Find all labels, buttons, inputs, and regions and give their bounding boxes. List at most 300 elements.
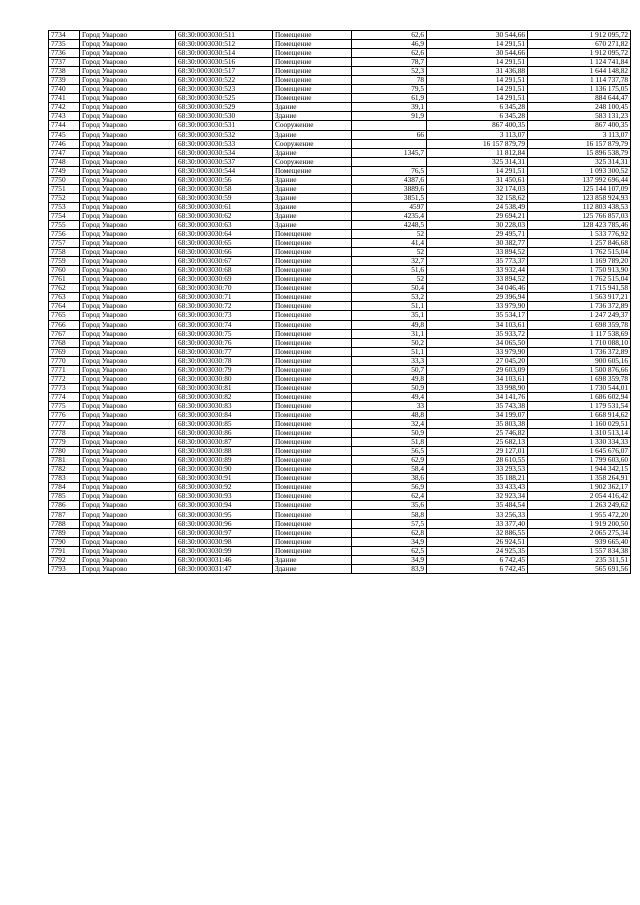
cadastral-number-cell: 68:30:0003030:85 — [176, 420, 273, 429]
row-number-cell: 7739 — [49, 76, 80, 85]
cadastral-value-cell: 3 113,07 — [528, 130, 631, 139]
unit-value-cell: 35 188,21 — [427, 474, 528, 483]
locality-cell: Город Уварово — [80, 501, 176, 510]
cadastral-value-cell: 1 736 372,89 — [528, 347, 631, 356]
unit-value-cell: 29 603,09 — [427, 365, 528, 374]
unit-value-cell: 29 127,01 — [427, 447, 528, 456]
cadastral-number-cell: 68:30:0003030:77 — [176, 347, 273, 356]
object-type-cell: Помещение — [273, 49, 352, 58]
object-type-cell: Помещение — [273, 284, 352, 293]
locality-cell: Город Уварово — [80, 410, 176, 419]
table-row — [49, 420, 631, 429]
locality-cell: Город Уварово — [80, 365, 176, 374]
unit-value-cell: 24 538,49 — [427, 202, 528, 211]
unit-value-cell: 16 157 879,79 — [427, 139, 528, 148]
unit-value-cell: 30 544,66 — [427, 49, 528, 58]
object-type-cell: Помещение — [273, 519, 352, 528]
object-type-cell: Здание — [273, 193, 352, 202]
unit-value-cell: 32 886,55 — [427, 528, 528, 537]
table-row — [49, 374, 631, 383]
locality-cell: Город Уварово — [80, 519, 176, 528]
cadastral-number-cell: 68:30:0003030:533 — [176, 139, 273, 148]
unit-value-cell: 32 923,34 — [427, 492, 528, 501]
object-type-cell: Здание — [273, 130, 352, 139]
area-cell: 51,1 — [352, 347, 427, 356]
cadastral-value-cell: 1 698 359,78 — [528, 320, 631, 329]
object-type-cell: Здание — [273, 148, 352, 157]
cadastral-number-cell: 68:30:0003030:81 — [176, 383, 273, 392]
cadastral-value-cell: 16 157 879,79 — [528, 139, 631, 148]
area-cell: 50,7 — [352, 365, 427, 374]
row-number-cell: 7793 — [49, 564, 80, 573]
cadastral-value-cell: 1 563 917,21 — [528, 293, 631, 302]
area-cell: 48,8 — [352, 410, 427, 419]
row-number-cell: 7744 — [49, 121, 80, 130]
cadastral-value-cell: 1 310 513,14 — [528, 429, 631, 438]
cadastral-number-cell: 68:30:0003030:532 — [176, 130, 273, 139]
locality-cell: Город Уварово — [80, 320, 176, 329]
object-type-cell: Сооружение — [273, 121, 352, 130]
cadastral-value-cell: 123 858 924,93 — [528, 193, 631, 202]
object-type-cell: Помещение — [273, 401, 352, 410]
cadastral-value-cell: 1 330 334,33 — [528, 438, 631, 447]
locality-cell: Город Уварово — [80, 58, 176, 67]
unit-value-cell: 325 314,31 — [427, 157, 528, 166]
row-number-cell: 7766 — [49, 320, 80, 329]
locality-cell: Город Уварово — [80, 311, 176, 320]
cadastral-number-cell: 68:30:0003030:64 — [176, 230, 273, 239]
locality-cell: Город Уварово — [80, 392, 176, 401]
table-row — [49, 94, 631, 103]
table-row — [49, 519, 631, 528]
locality-cell: Город Уварово — [80, 483, 176, 492]
area-cell: 33,3 — [352, 356, 427, 365]
table-row — [49, 410, 631, 419]
unit-value-cell: 6 742,45 — [427, 555, 528, 564]
locality-cell: Город Уварово — [80, 85, 176, 94]
row-number-cell: 7740 — [49, 85, 80, 94]
cadastral-number-cell: 68:30:0003030:522 — [176, 76, 273, 85]
object-type-cell: Помещение — [273, 239, 352, 248]
cadastral-value-cell: 1 912 095,72 — [528, 49, 631, 58]
row-number-cell: 7790 — [49, 537, 80, 546]
row-number-cell: 7754 — [49, 211, 80, 220]
cadastral-number-cell: 68:30:0003030:73 — [176, 311, 273, 320]
object-type-cell: Помещение — [273, 257, 352, 266]
object-type-cell: Помещение — [273, 230, 352, 239]
cadastral-number-cell: 68:30:0003030:65 — [176, 239, 273, 248]
cadastral-value-cell: 1 715 941,58 — [528, 284, 631, 293]
locality-cell: Город Уварово — [80, 40, 176, 49]
area-cell: 3889,6 — [352, 184, 427, 193]
object-type-cell: Помещение — [273, 510, 352, 519]
object-type-cell: Помещение — [273, 275, 352, 284]
unit-value-cell: 33 293,53 — [427, 465, 528, 474]
cadastral-number-cell: 68:30:0003030:98 — [176, 537, 273, 546]
row-number-cell: 7750 — [49, 175, 80, 184]
area-cell — [352, 139, 427, 148]
unit-value-cell: 33 256,33 — [427, 510, 528, 519]
locality-cell: Город Уварово — [80, 248, 176, 257]
area-cell: 62,6 — [352, 31, 427, 40]
unit-value-cell: 35 534,17 — [427, 311, 528, 320]
object-type-cell: Помещение — [273, 492, 352, 501]
object-type-cell: Помещение — [273, 338, 352, 347]
area-cell: 34,9 — [352, 537, 427, 546]
area-cell: 66 — [352, 130, 427, 139]
cadastral-value-cell: 1 645 676,07 — [528, 447, 631, 456]
unit-value-cell: 6 345,28 — [427, 112, 528, 121]
locality-cell: Город Уварово — [80, 76, 176, 85]
object-type-cell: Помещение — [273, 374, 352, 383]
cadastral-number-cell: 68:30:0003030:67 — [176, 257, 273, 266]
unit-value-cell: 28 610,55 — [427, 456, 528, 465]
unit-value-cell: 35 743,38 — [427, 401, 528, 410]
table-row — [49, 510, 631, 519]
row-number-cell: 7789 — [49, 528, 80, 537]
cadastral-value-cell: 1 093 300,52 — [528, 166, 631, 175]
area-cell: 58,4 — [352, 465, 427, 474]
object-type-cell: Помещение — [273, 465, 352, 474]
cadastral-value-cell: 1 955 472,20 — [528, 510, 631, 519]
object-type-cell: Помещение — [273, 311, 352, 320]
object-type-cell: Сооружение — [273, 157, 352, 166]
cadastral-value-cell: 1 533 776,92 — [528, 230, 631, 239]
locality-cell: Город Уварово — [80, 193, 176, 202]
cadastral-number-cell: 68:30:0003030:530 — [176, 112, 273, 121]
cadastral-value-cell: 1 169 789,20 — [528, 257, 631, 266]
unit-value-cell: 35 803,38 — [427, 420, 528, 429]
unit-value-cell: 14 291,51 — [427, 76, 528, 85]
locality-cell: Город Уварово — [80, 329, 176, 338]
cadastral-value-cell: 1 799 603,60 — [528, 456, 631, 465]
area-cell: 49,4 — [352, 392, 427, 401]
row-number-cell: 7737 — [49, 58, 80, 67]
cadastral-value-cell: 248 100,45 — [528, 103, 631, 112]
unit-value-cell: 35 484,54 — [427, 501, 528, 510]
area-cell: 62,4 — [352, 492, 427, 501]
cadastral-number-cell: 68:30:0003030:79 — [176, 365, 273, 374]
area-cell: 4235,4 — [352, 211, 427, 220]
row-number-cell: 7742 — [49, 103, 80, 112]
table-row — [49, 429, 631, 438]
row-number-cell: 7755 — [49, 220, 80, 229]
object-type-cell: Помещение — [273, 40, 352, 49]
cadastral-value-cell: 583 131,23 — [528, 112, 631, 121]
area-cell: 62,6 — [352, 49, 427, 58]
object-type-cell: Помещение — [273, 537, 352, 546]
cadastral-value-cell: 1 730 544,01 — [528, 383, 631, 392]
locality-cell: Город Уварово — [80, 302, 176, 311]
cadastral-number-cell: 68:30:0003030:59 — [176, 193, 273, 202]
cadastral-number-cell: 68:30:0003030:76 — [176, 338, 273, 347]
cadastral-value-cell: 1 762 515,04 — [528, 248, 631, 257]
locality-cell: Город Уварово — [80, 555, 176, 564]
table-row — [49, 112, 631, 121]
row-number-cell: 7763 — [49, 293, 80, 302]
cadastral-number-cell: 68:30:0003030:87 — [176, 438, 273, 447]
object-type-cell: Здание — [273, 103, 352, 112]
unit-value-cell: 33 433,43 — [427, 483, 528, 492]
table-row — [49, 230, 631, 239]
area-cell: 50,2 — [352, 338, 427, 347]
row-number-cell: 7772 — [49, 374, 80, 383]
area-cell: 4597 — [352, 202, 427, 211]
locality-cell: Город Уварово — [80, 257, 176, 266]
unit-value-cell: 34 065,50 — [427, 338, 528, 347]
cadastral-value-cell: 1 944 342,15 — [528, 465, 631, 474]
cadastral-number-cell: 68:30:0003030:61 — [176, 202, 273, 211]
unit-value-cell: 29 396,94 — [427, 293, 528, 302]
object-type-cell: Здание — [273, 175, 352, 184]
locality-cell: Город Уварово — [80, 139, 176, 148]
locality-cell: Город Уварово — [80, 121, 176, 130]
unit-value-cell: 14 291,51 — [427, 58, 528, 67]
locality-cell: Город Уварово — [80, 112, 176, 121]
cadastral-number-cell: 68:30:0003030:89 — [176, 456, 273, 465]
table-row — [49, 148, 631, 157]
object-type-cell: Помещение — [273, 94, 352, 103]
cadastral-number-cell: 68:30:0003030:69 — [176, 275, 273, 284]
table-row — [49, 392, 631, 401]
row-number-cell: 7779 — [49, 438, 80, 447]
row-number-cell: 7782 — [49, 465, 80, 474]
table-row — [49, 447, 631, 456]
cadastral-number-cell: 68:30:0003030:83 — [176, 401, 273, 410]
row-number-cell: 7767 — [49, 329, 80, 338]
locality-cell: Город Уварово — [80, 211, 176, 220]
area-cell: 49,8 — [352, 320, 427, 329]
cadastral-number-cell: 68:30:0003030:84 — [176, 410, 273, 419]
area-cell: 62,8 — [352, 528, 427, 537]
table-row — [49, 275, 631, 284]
cadastral-value-cell: 1 668 914,62 — [528, 410, 631, 419]
object-type-cell: Помещение — [273, 85, 352, 94]
table-row — [49, 365, 631, 374]
area-cell: 62,5 — [352, 546, 427, 555]
row-number-cell: 7745 — [49, 130, 80, 139]
cadastral-number-cell: 68:30:0003030:88 — [176, 447, 273, 456]
locality-cell: Город Уварово — [80, 266, 176, 275]
locality-cell: Город Уварово — [80, 465, 176, 474]
cadastral-value-cell: 1 762 515,04 — [528, 275, 631, 284]
row-number-cell: 7791 — [49, 546, 80, 555]
table-row — [49, 564, 631, 573]
locality-cell: Город Уварово — [80, 103, 176, 112]
row-number-cell: 7751 — [49, 184, 80, 193]
table-row — [49, 193, 631, 202]
area-cell: 39,1 — [352, 103, 427, 112]
unit-value-cell: 30 544,66 — [427, 31, 528, 40]
area-cell: 79,5 — [352, 85, 427, 94]
locality-cell: Город Уварово — [80, 220, 176, 229]
unit-value-cell: 31 436,88 — [427, 67, 528, 76]
cadastral-value-cell: 1 136 175,05 — [528, 85, 631, 94]
locality-cell: Город Уварово — [80, 401, 176, 410]
area-cell: 52 — [352, 230, 427, 239]
unit-value-cell: 34 103,61 — [427, 374, 528, 383]
locality-cell: Город Уварово — [80, 130, 176, 139]
object-type-cell: Помещение — [273, 546, 352, 555]
locality-cell: Город Уварово — [80, 284, 176, 293]
cadastral-number-cell: 68:30:0003030:68 — [176, 266, 273, 275]
table-body — [49, 31, 631, 574]
cadastral-value-cell: 2 054 416,42 — [528, 492, 631, 501]
object-type-cell: Помещение — [273, 474, 352, 483]
unit-value-cell: 32 158,62 — [427, 193, 528, 202]
unit-value-cell: 30 382,77 — [427, 239, 528, 248]
row-number-cell: 7780 — [49, 447, 80, 456]
object-type-cell: Здание — [273, 211, 352, 220]
cadastral-value-cell: 1 257 846,68 — [528, 239, 631, 248]
table-row — [49, 239, 631, 248]
object-type-cell: Помещение — [273, 320, 352, 329]
unit-value-cell: 33 998,90 — [427, 383, 528, 392]
cadastral-number-cell: 68:30:0003030:516 — [176, 58, 273, 67]
cadastral-number-cell: 68:30:0003031:46 — [176, 555, 273, 564]
area-cell: 52 — [352, 248, 427, 257]
area-cell: 35,1 — [352, 311, 427, 320]
unit-value-cell: 14 291,51 — [427, 166, 528, 175]
table-row — [49, 284, 631, 293]
table-row — [49, 130, 631, 139]
row-number-cell: 7775 — [49, 401, 80, 410]
table-row — [49, 501, 631, 510]
cadastral-value-cell: 112 803 438,53 — [528, 202, 631, 211]
object-type-cell: Помещение — [273, 293, 352, 302]
table-row — [49, 157, 631, 166]
area-cell: 83,9 — [352, 564, 427, 573]
unit-value-cell: 27 045,20 — [427, 356, 528, 365]
table-row — [49, 220, 631, 229]
object-type-cell: Помещение — [273, 501, 352, 510]
row-number-cell: 7760 — [49, 266, 80, 275]
unit-value-cell: 33 894,52 — [427, 275, 528, 284]
cadastral-value-cell: 1 919 200,50 — [528, 519, 631, 528]
area-cell: 41,4 — [352, 239, 427, 248]
table-row — [49, 555, 631, 564]
cadastral-value-cell: 128 423 785,46 — [528, 220, 631, 229]
table-row — [49, 184, 631, 193]
row-number-cell: 7762 — [49, 284, 80, 293]
cadastral-number-cell: 68:30:0003030:99 — [176, 546, 273, 555]
cadastral-value-cell: 1 500 876,66 — [528, 365, 631, 374]
locality-cell: Город Уварово — [80, 184, 176, 193]
unit-value-cell: 25 682,13 — [427, 438, 528, 447]
area-cell: 62,9 — [352, 456, 427, 465]
row-number-cell: 7783 — [49, 474, 80, 483]
object-type-cell: Помещение — [273, 166, 352, 175]
unit-value-cell: 32 174,03 — [427, 184, 528, 193]
row-number-cell: 7764 — [49, 302, 80, 311]
object-type-cell: Помещение — [273, 347, 352, 356]
unit-value-cell: 26 924,51 — [427, 537, 528, 546]
row-number-cell: 7756 — [49, 230, 80, 239]
object-type-cell: Здание — [273, 220, 352, 229]
table-row — [49, 40, 631, 49]
unit-value-cell: 6 742,45 — [427, 564, 528, 573]
area-cell: 51,8 — [352, 438, 427, 447]
cadastral-value-cell: 2 065 275,34 — [528, 528, 631, 537]
area-cell: 52,3 — [352, 67, 427, 76]
table-row — [49, 202, 631, 211]
unit-value-cell: 33 979,90 — [427, 302, 528, 311]
cadastral-value-cell: 1 902 362,17 — [528, 483, 631, 492]
cadastral-number-cell: 68:30:0003030:96 — [176, 519, 273, 528]
area-cell: 56,9 — [352, 483, 427, 492]
area-cell: 51,1 — [352, 302, 427, 311]
table-row — [49, 49, 631, 58]
cadastral-value-cell: 1 117 538,69 — [528, 329, 631, 338]
area-cell: 53,2 — [352, 293, 427, 302]
locality-cell: Город Уварово — [80, 383, 176, 392]
cadastral-value-cell: 867 400,35 — [528, 121, 631, 130]
locality-cell: Город Уварово — [80, 166, 176, 175]
cadastral-number-cell: 68:30:0003030:95 — [176, 510, 273, 519]
cadastral-value-cell: 125 766 857,03 — [528, 211, 631, 220]
locality-cell: Город Уварово — [80, 528, 176, 537]
table-row — [49, 401, 631, 410]
table-row — [49, 356, 631, 365]
row-number-cell: 7778 — [49, 429, 80, 438]
cadastral-number-cell: 68:30:0003030:511 — [176, 31, 273, 40]
cadastral-value-cell: 1 114 737,78 — [528, 76, 631, 85]
area-cell: 50,9 — [352, 383, 427, 392]
object-type-cell: Помещение — [273, 302, 352, 311]
area-cell: 35,6 — [352, 501, 427, 510]
area-cell: 31,1 — [352, 329, 427, 338]
cadastral-number-cell: 68:30:0003030:544 — [176, 166, 273, 175]
row-number-cell: 7787 — [49, 510, 80, 519]
cadastral-value-cell: 1 686 602,94 — [528, 392, 631, 401]
cadastral-value-cell: 125 144 107,09 — [528, 184, 631, 193]
cadastral-number-cell: 68:30:0003030:56 — [176, 175, 273, 184]
unit-value-cell: 24 925,35 — [427, 546, 528, 555]
locality-cell: Город Уварово — [80, 347, 176, 356]
table-row — [49, 492, 631, 501]
object-type-cell: Помещение — [273, 31, 352, 40]
cadastral-number-cell: 68:30:0003030:514 — [176, 49, 273, 58]
locality-cell: Город Уварово — [80, 94, 176, 103]
row-number-cell: 7734 — [49, 31, 80, 40]
unit-value-cell: 34 199,07 — [427, 410, 528, 419]
cadastral-number-cell: 68:30:0003030:63 — [176, 220, 273, 229]
area-cell: 76,5 — [352, 166, 427, 175]
area-cell — [352, 157, 427, 166]
cadastral-number-cell: 68:30:0003030:78 — [176, 356, 273, 365]
locality-cell: Город Уварово — [80, 456, 176, 465]
cadastral-value-cell: 325 314,31 — [528, 157, 631, 166]
cadastral-number-cell: 68:30:0003030:74 — [176, 320, 273, 329]
locality-cell: Город Уварово — [80, 67, 176, 76]
locality-cell: Город Уварово — [80, 202, 176, 211]
cadastral-value-cell: 1 247 249,37 — [528, 311, 631, 320]
table-row — [49, 266, 631, 275]
cadastral-value-cell: 235 311,51 — [528, 555, 631, 564]
object-type-cell: Помещение — [273, 329, 352, 338]
object-type-cell: Здание — [273, 202, 352, 211]
object-type-cell: Сооружение — [273, 139, 352, 148]
area-cell: 34,9 — [352, 555, 427, 564]
cadastral-number-cell: 68:30:0003030:94 — [176, 501, 273, 510]
unit-value-cell: 14 291,51 — [427, 85, 528, 94]
unit-value-cell: 6 345,28 — [427, 103, 528, 112]
cadastral-number-cell: 68:30:0003030:62 — [176, 211, 273, 220]
locality-cell: Город Уварово — [80, 230, 176, 239]
cadastral-number-cell: 68:30:0003030:70 — [176, 284, 273, 293]
row-number-cell: 7773 — [49, 383, 80, 392]
row-number-cell: 7746 — [49, 139, 80, 148]
